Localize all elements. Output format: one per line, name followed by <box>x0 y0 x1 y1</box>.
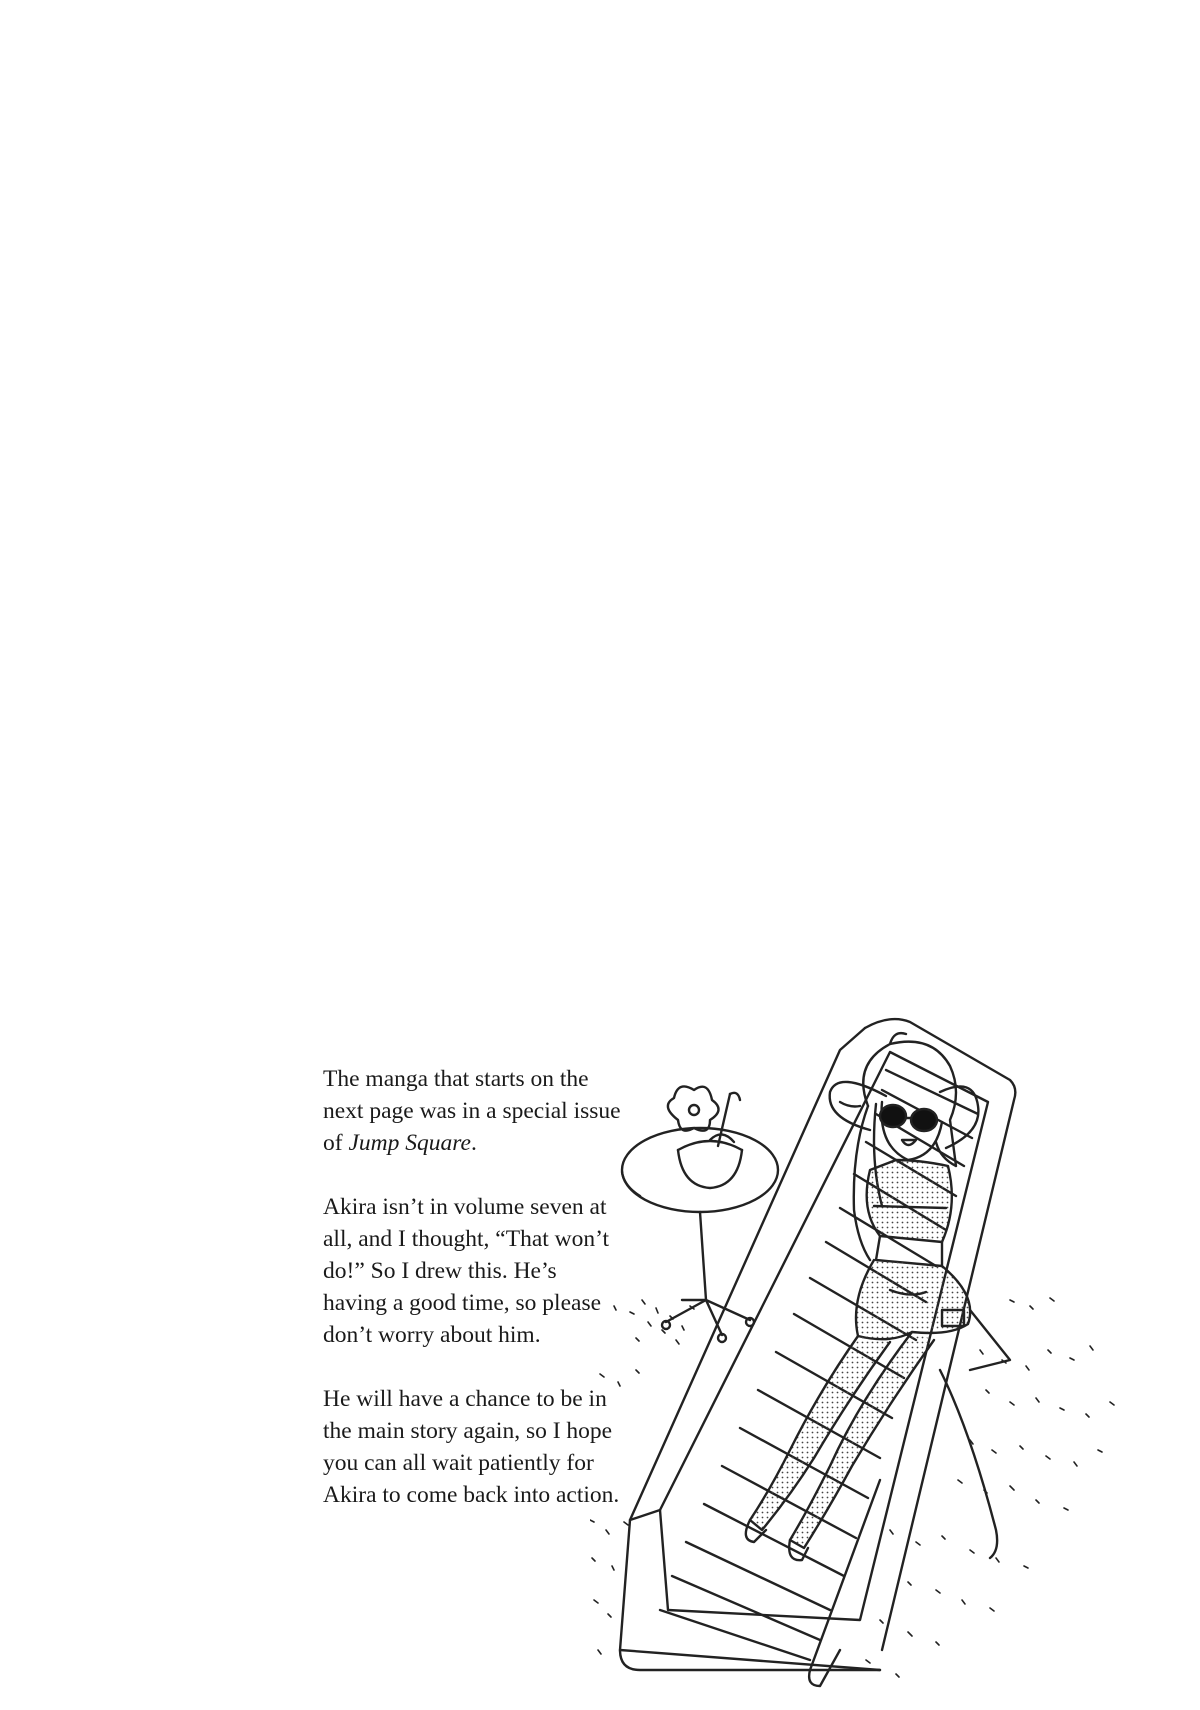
note-paragraph-1-end: . <box>470 1130 477 1156</box>
coconut-drink <box>668 1086 742 1188</box>
author-note <box>323 1063 623 1511</box>
note-paragraph-1-text: The manga that starts on the next page was in a special issue of <box>323 1066 621 1156</box>
character-figure <box>746 1033 979 1560</box>
lounge-chair <box>620 1019 1015 1686</box>
note-paragraph-1 <box>323 1063 623 1159</box>
note-paragraph-2: Akira isn’t in volume seven at all, and I thought, “That won’t do!” So I drew this. He’s having a good time, so please don’t worry about him. <box>323 1194 610 1348</box>
lounge-chair-illustration <box>590 1010 1150 1690</box>
magazine-title: Jump Square <box>348 1130 471 1156</box>
note-paragraph-3: He will have a chance to be in the main story again, so I hope you can all wait patiently for Akira to come back into action. <box>323 1386 620 1508</box>
side-table <box>622 1128 778 1342</box>
